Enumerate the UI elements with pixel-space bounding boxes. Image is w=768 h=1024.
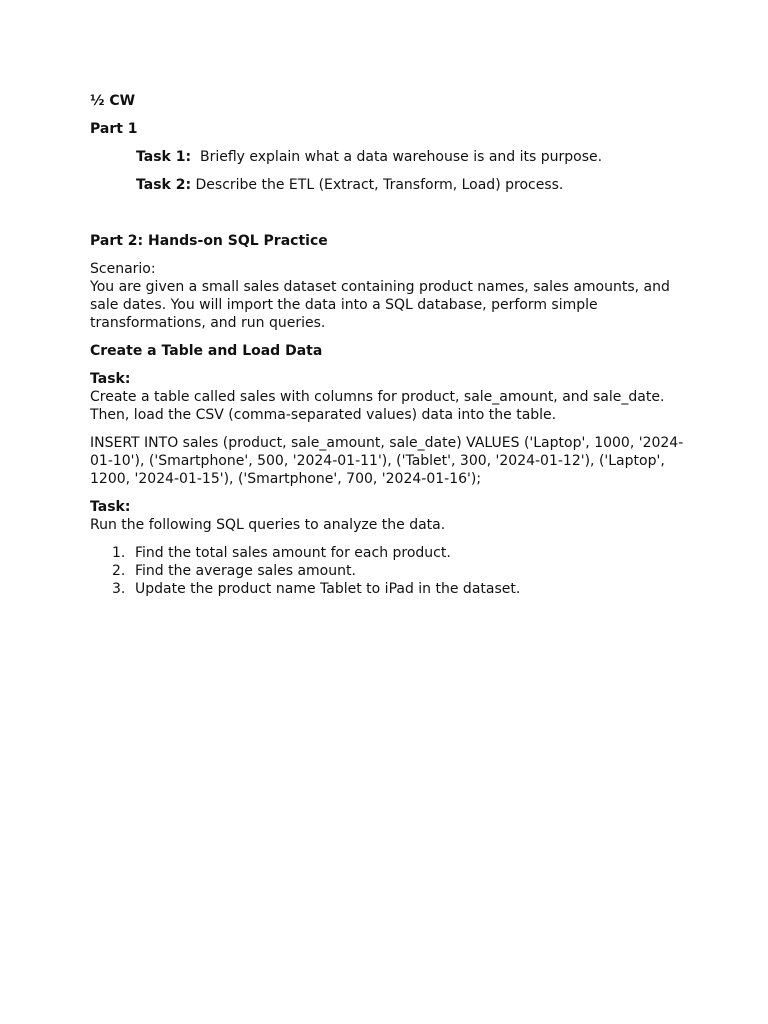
scenario-text: You are given a small sales dataset containing product names, sales amounts, and sale dates. You will import the data into a SQL database, perform simple transformations, and run queries. bbox=[90, 279, 670, 331]
create-table-task-label: Task: bbox=[90, 371, 131, 387]
list-item bbox=[90, 544, 690, 562]
document-title: ½ CW bbox=[90, 93, 136, 109]
list-item bbox=[90, 580, 690, 598]
document-page bbox=[90, 92, 690, 598]
part1-task-1 bbox=[90, 148, 690, 166]
list-item-number: 2. bbox=[112, 563, 126, 579]
list-item-number: 3. bbox=[112, 581, 126, 597]
create-table-task-text: Create a table called sales with columns for product, sale_amount, and sale_date. Then, load the CSV (comma-separated values) data into the table. bbox=[90, 389, 665, 423]
query-task bbox=[90, 498, 690, 534]
create-table-heading: Create a Table and Load Data bbox=[90, 343, 323, 359]
task-1-text: Briefly explain what a data warehouse is and its purpose. bbox=[199, 149, 603, 165]
sql-insert-statement: INSERT INTO sales (product, sale_amount, sale_date) VALUES ('Laptop', 1000, '2024-01-10'), ('Smartphone', 500, '2024-01-11'), ('Tablet', 300, '2024-01-12'), ('Laptop', 1200, '2024-01-15'), ('Smartphone', 700, '2024-01-16'); bbox=[90, 435, 684, 487]
list-item-text: Find the total sales amount for each product. bbox=[135, 545, 451, 561]
part2-heading: Part 2: Hands-on SQL Practice bbox=[90, 233, 328, 249]
list-item-text: Update the product name Tablet to iPad in the dataset. bbox=[135, 581, 521, 597]
create-table-task bbox=[90, 370, 690, 424]
query-list bbox=[90, 544, 690, 598]
scenario-block bbox=[90, 260, 690, 332]
part1-heading: Part 1 bbox=[90, 121, 138, 137]
part1-task-2 bbox=[90, 176, 690, 194]
list-item bbox=[90, 562, 690, 580]
list-item-text: Find the average sales amount. bbox=[135, 563, 356, 579]
task-2-label: Task 2: bbox=[136, 177, 192, 193]
list-item-number: 1. bbox=[112, 545, 126, 561]
task-1-label: Task 1: bbox=[136, 149, 192, 165]
task-2-text: Describe the ETL (Extract, Transform, Load) process. bbox=[195, 177, 564, 193]
query-task-text: Run the following SQL queries to analyze the data. bbox=[90, 517, 446, 533]
query-task-label: Task: bbox=[90, 499, 131, 515]
scenario-label: Scenario: bbox=[90, 261, 156, 277]
